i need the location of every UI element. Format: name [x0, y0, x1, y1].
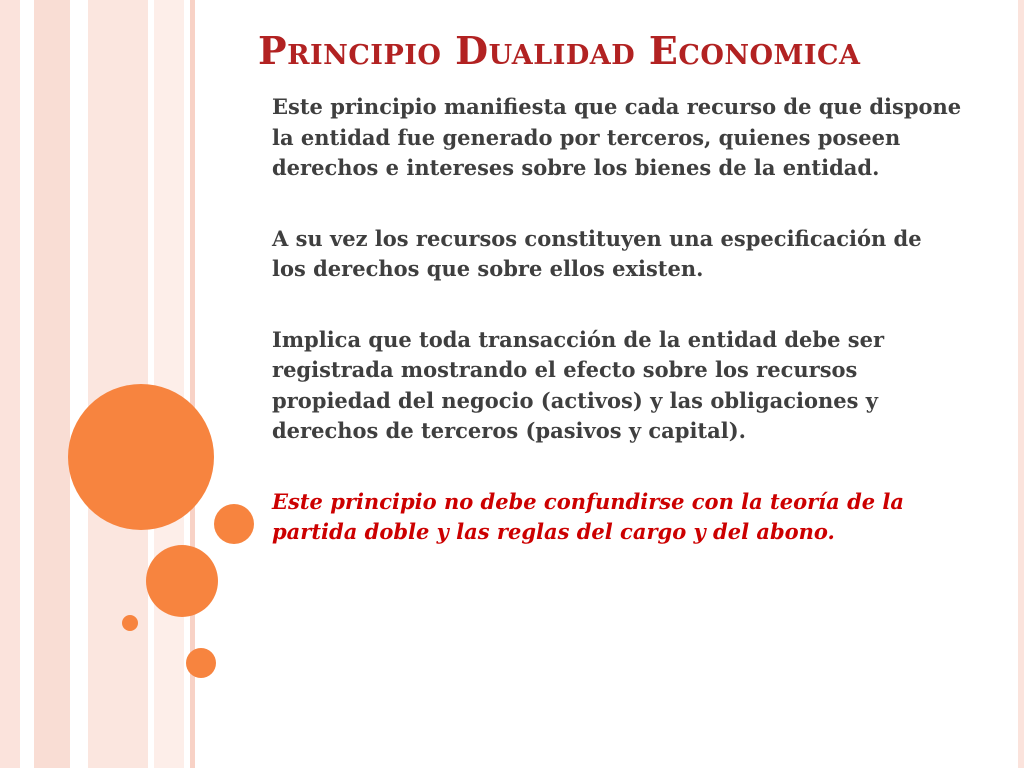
decorative-stripe: [20, 0, 34, 768]
body-paragraph: Este principio manifiesta que cada recurso de que dispone la entidad fue generado por terceros, quienes poseen derechos e intereses sobre los bienes de la entidad.: [272, 94, 962, 180]
decorative-stripe: [0, 0, 20, 768]
decorative-circle-large: [68, 384, 214, 530]
body-paragraph: Implica que toda transacción de la entidad debe ser registrada mostrando el efecto sobre los recursos propiedad del negocio (activos) y las obligaciones y derechos de terceros (pasivos y capital).: [272, 326, 885, 443]
highlight-note: Este principio no debe confundirse con la teoría de la partida doble y las reglas del cargo y del abono.: [272, 488, 905, 544]
decorative-stripe: [34, 0, 70, 768]
decorative-edge: [1018, 0, 1024, 768]
body-paragraph: A su vez los recursos constituyen una especificación de los derechos que sobre ellos existen.: [272, 225, 922, 281]
decorative-circle-tiny: [122, 615, 138, 631]
decorative-circle-small: [214, 504, 254, 544]
decorative-circle-medium: [146, 545, 218, 617]
decorative-stripe: [70, 0, 88, 768]
decorative-circle-small: [186, 648, 216, 678]
slide-body: [272, 92, 962, 548]
slide-title: Principio Dualidad Economica: [258, 28, 861, 73]
decorative-stripe: [154, 0, 184, 768]
